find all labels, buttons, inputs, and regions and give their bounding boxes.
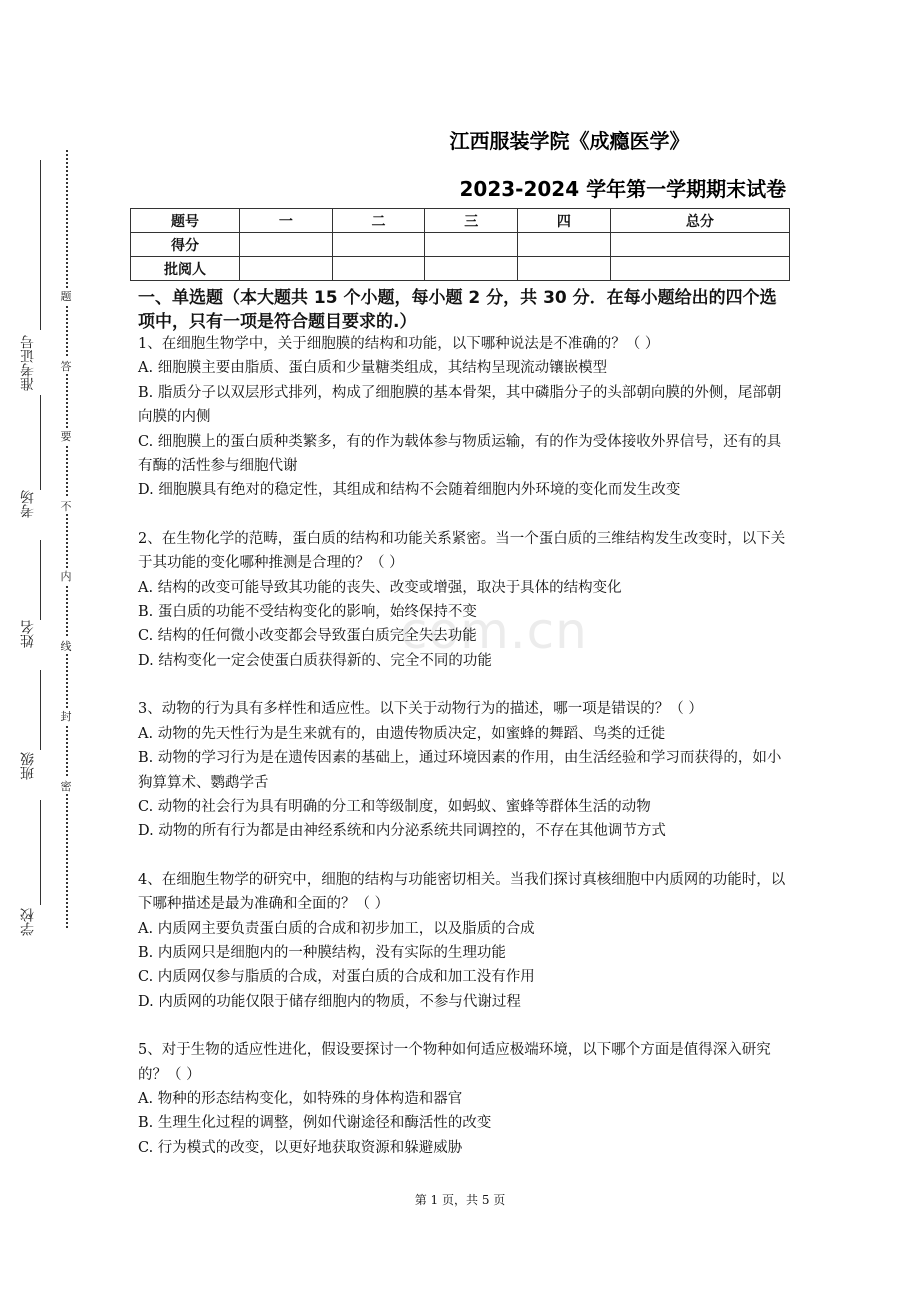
score-table-header: 三 xyxy=(425,209,518,233)
option-b: B. 蛋白质的功能不受结构变化的影响，始终保持不变 xyxy=(138,604,477,621)
grader-cell[interactable] xyxy=(518,257,611,281)
question-5 xyxy=(138,1038,788,1160)
watermark: com.cn xyxy=(400,602,588,660)
seal-char: 不 xyxy=(58,498,74,514)
margin-label-class: 班级 xyxy=(20,752,36,780)
score-table-row-label: 得分 xyxy=(131,233,240,257)
question-3 xyxy=(138,697,788,843)
seal-char: 密 xyxy=(58,778,74,794)
option-a: A. 内质网主要负责蛋白质的合成和初步加工，以及脂质的合成 xyxy=(138,920,535,937)
seal-char: 题 xyxy=(58,288,74,304)
score-table-header: 题号 xyxy=(131,209,240,233)
margin-label-exam-room: 考场 xyxy=(20,490,36,518)
score-table-header: 总分 xyxy=(610,209,789,233)
section-heading: 一、单选题（本大题共 15 个小题，每小题 2 分，共 30 分．在每小题给出的四个选项中，只有一项是符合题目要求的.） xyxy=(138,288,777,332)
seal-char: 封 xyxy=(58,708,74,724)
score-table-row-label: 批阅人 xyxy=(131,257,240,281)
score-cell[interactable] xyxy=(518,233,611,257)
option-c: C. 细胞膜上的蛋白质种类繁多，有的作为载体参与物质运输，有的作为受体接收外界信号，还有的具有酶的活性参与细胞代谢 xyxy=(138,433,782,475)
grader-cell[interactable] xyxy=(425,257,518,281)
option-c: C. 结构的任何微小改变都会导致蛋白质完全失去功能 xyxy=(138,628,477,645)
score-table-header: 四 xyxy=(518,209,611,233)
score-table-header-row xyxy=(131,209,790,233)
grader-cell[interactable] xyxy=(332,257,425,281)
question-stem: 2、在生物化学的范畴，蛋白质的结构和功能关系紧密。当一个蛋白质的三维结构发生改变时，以下关于其功能的变化哪种推测是合理的？（ ） xyxy=(138,530,786,572)
seal-char: 要 xyxy=(58,428,74,444)
option-c: C. 内质网仅参与脂质的合成，对蛋白质的合成和加工没有作用 xyxy=(138,969,535,986)
question-1 xyxy=(138,332,788,503)
score-table-header: 一 xyxy=(240,209,333,233)
score-cell[interactable] xyxy=(425,233,518,257)
fill-line-school xyxy=(40,800,41,905)
option-d: D. 内质网的功能仅限于储存细胞内的物质，不参与代谢过程 xyxy=(138,993,521,1010)
seal-char: 内 xyxy=(58,568,74,584)
fill-line-exam-number xyxy=(40,160,41,330)
seal-char: 答 xyxy=(58,358,74,374)
seal-dotted-line xyxy=(66,150,68,928)
score-cell[interactable] xyxy=(610,233,789,257)
option-d: D. 结构变化一定会使蛋白质获得新的、完全不同的功能 xyxy=(138,652,492,669)
page-footer: 第 1 页，共 5 页 xyxy=(414,1193,506,1207)
question-4 xyxy=(138,868,788,1014)
question-2 xyxy=(138,527,788,673)
exam-title-line1: 江西服装学院《成瘾医学》 xyxy=(449,129,690,153)
score-table-header: 二 xyxy=(332,209,425,233)
score-table xyxy=(130,208,790,281)
option-c: C. 动物的社会行为具有明确的分工和等级制度，如蚂蚁、蜜蜂等群体生活的动物 xyxy=(138,798,651,815)
option-b: B. 动物的学习行为是在遗传因素的基础上，通过环境因素的作用，由生活经验和学习而获得的，如小狗算算术、鹦鹉学舌 xyxy=(138,750,782,791)
margin-label-school: 学校 xyxy=(20,908,36,936)
fill-line-class xyxy=(40,670,41,750)
seal-char: 线 xyxy=(58,638,74,654)
option-a: A. 物种的形态结构变化，如特殊的身体构造和器官 xyxy=(138,1090,463,1107)
question-stem: 4、在细胞生物学的研究中，细胞的结构与功能密切相关。当我们探讨真核细胞中内质网的功能时，以下哪种描述是最为准确和全面的？（ ） xyxy=(138,871,786,913)
option-a: A. 细胞膜主要由脂质、蛋白质和少量糖类组成，其结构呈现流动镶嵌模型 xyxy=(138,360,608,377)
margin-label-exam-number: 准考证号 xyxy=(20,335,36,391)
question-stem: 3、动物的行为具有多样性和适应性。以下关于动物行为的描述，哪一项是错误的？（ ） xyxy=(138,701,703,718)
option-c: C. 行为模式的改变，以更好地获取资源和躲避威胁 xyxy=(138,1139,463,1156)
score-cell[interactable] xyxy=(240,233,333,257)
grader-cell[interactable] xyxy=(610,257,789,281)
option-d: D. 动物的所有行为都是由神经系统和内分泌系统共同调控的，不存在其他调节方式 xyxy=(138,823,666,840)
fill-line-exam-room xyxy=(40,395,41,490)
score-cell[interactable] xyxy=(332,233,425,257)
margin-label-name: 姓名 xyxy=(20,620,36,648)
question-stem: 1、在细胞生物学中，关于细胞膜的结构和功能，以下哪种说法是不准确的？（ ） xyxy=(138,336,660,352)
option-b: B. 生理生化过程的调整，例如代谢途径和酶活性的改变 xyxy=(138,1115,492,1132)
score-table-row-grader xyxy=(131,257,790,281)
grader-cell[interactable] xyxy=(240,257,333,281)
fill-line-name xyxy=(40,540,41,620)
question-list xyxy=(138,332,788,1184)
option-a: A. 结构的改变可能导致其功能的丧失、改变或增强，取决于具体的结构变化 xyxy=(138,579,622,596)
option-b: B. 脂质分子以双层形式排列，构成了细胞膜的基本骨架，其中磷脂分子的头部朝向膜的外侧，尾部朝向膜的内侧 xyxy=(138,384,782,426)
exam-title-line2: 2023-2024 学年第一学期期末试卷 xyxy=(459,177,787,201)
option-b: B. 内质网只是细胞内的一种膜结构，没有实际的生理功能 xyxy=(138,944,506,961)
option-d: D. 细胞膜具有绝对的稳定性，其组成和结构不会随着细胞内外环境的变化而发生改变 xyxy=(138,482,681,499)
option-a: A. 动物的先天性行为是生来就有的，由遗传物质决定，如蜜蜂的舞蹈、鸟类的迁徙 xyxy=(138,725,666,742)
question-stem: 5、对于生物的适应性进化，假设要探讨一个物种如何适应极端环境，以下哪个方面是值得深入研究的？（ ） xyxy=(138,1042,771,1083)
score-table-row-score xyxy=(131,233,790,257)
